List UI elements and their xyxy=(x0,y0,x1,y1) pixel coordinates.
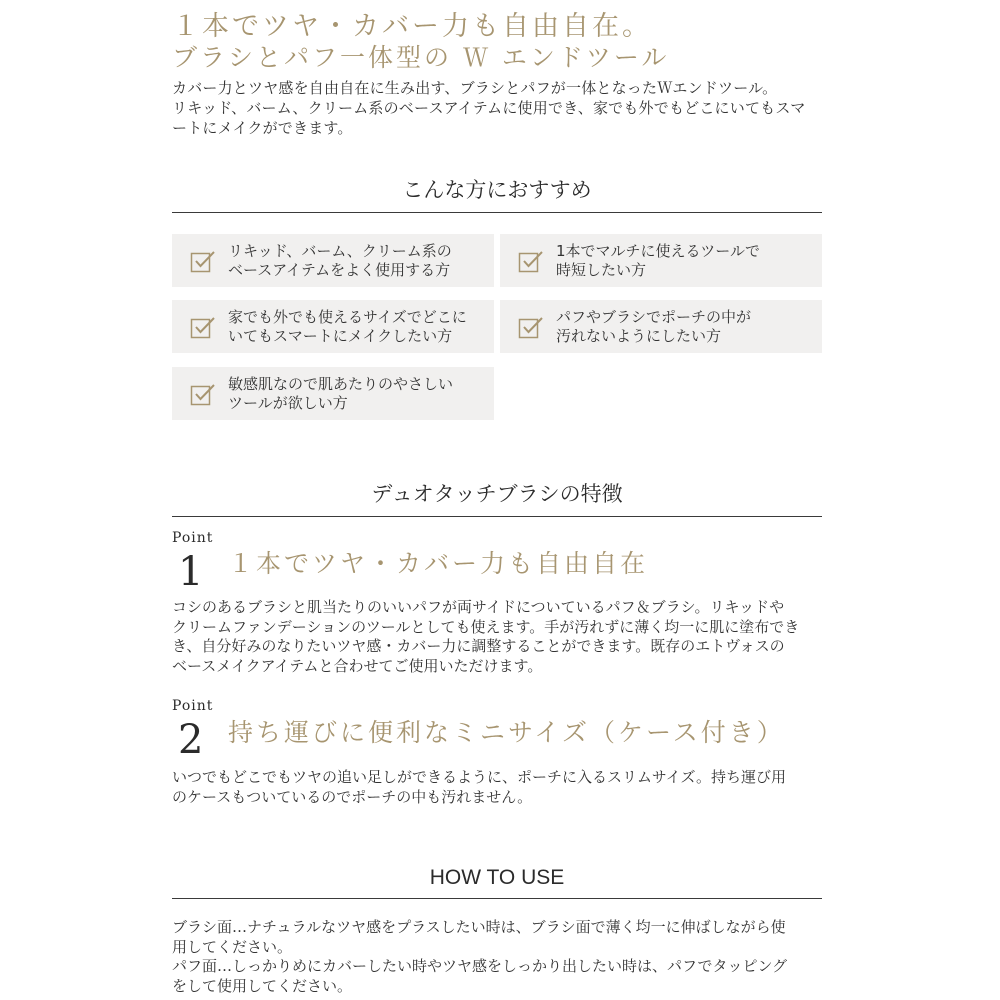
description-line: き、自分好みのなりたいツヤ感・カバー力に調整することができます。既存のエトヴォスの xyxy=(172,637,785,655)
recommend-line: 時短したい方 xyxy=(556,260,647,279)
checkbox-check-icon xyxy=(190,249,216,273)
how-to-line: をして使用してください。 xyxy=(172,976,353,995)
checkbox-check-icon xyxy=(190,315,216,339)
description-line: クリームファンデーションのツールとしても使えます。手が汚れずに薄く均一に肌に塗布でき xyxy=(172,617,800,636)
checkbox-check-icon xyxy=(190,382,216,406)
recommend-line: パフやブラシでポーチの中が xyxy=(556,307,752,326)
recommend-line: いてもスマートにメイクしたい方 xyxy=(228,326,453,345)
recommend-item xyxy=(172,300,494,353)
description-line: ベースメイクアイテムと合わせてご使用いただけます。 xyxy=(172,656,543,675)
recommend-item xyxy=(172,367,494,420)
recommend-item-text xyxy=(556,242,760,280)
point-description xyxy=(172,598,832,676)
intro-line: カバー力とツヤ感を自由自在に生み出す、ブラシとパフが一体となったＷエンドツール。 xyxy=(172,79,778,97)
checkbox-check-icon xyxy=(518,249,544,273)
checkbox-check-icon xyxy=(518,315,544,339)
recommend-line: 汚れないようにしたい方 xyxy=(556,326,722,345)
how-to-use-text xyxy=(172,918,832,996)
point-number: 2 xyxy=(178,717,204,763)
recommend-heading: こんな方におすすめ xyxy=(172,174,822,213)
description-line: いつでもどこでもツヤの追い足しができるように、ポーチに入るスリムサイズ。持ち運び用 xyxy=(172,768,786,786)
recommend-item-text xyxy=(228,308,467,346)
description-line: のケースもついているのでポーチの中も汚れません。 xyxy=(172,787,533,806)
recommend-line: ツールが欲しい方 xyxy=(228,393,348,412)
recommend-item xyxy=(500,234,822,287)
point-title: １本でツヤ・カバー力も自由自在 xyxy=(228,549,649,578)
main-title-line1: １本でツヤ・カバー力も自由自在。 xyxy=(172,11,652,42)
features-heading: デュオタッチブラシの特徴 xyxy=(172,478,822,517)
description-line: コシのあるブラシと肌当たりのいいパフが両サイドについているパフ＆ブラシ。リキッドや xyxy=(172,598,785,616)
intro-text xyxy=(172,78,832,138)
recommend-line: 敏感肌なので肌あたりのやさしい xyxy=(228,374,454,393)
how-to-line: パフ面…しっかりめにカバーしたい時やツヤ感をしっかり出したい時は、パフでタッピング xyxy=(172,957,788,975)
point-title: 持ち運びに便利なミニサイズ（ケース付き） xyxy=(228,718,785,747)
how-to-use-heading: HOW TO USE xyxy=(172,866,822,899)
how-to-line: 用してください。 xyxy=(172,937,293,956)
recommend-line: ベースアイテムをよく使用する方 xyxy=(228,260,451,279)
recommend-item-text xyxy=(556,308,751,346)
recommend-item-text xyxy=(228,242,452,280)
main-title-line2: ブラシとパフ一体型の Ｗ エンドツール xyxy=(172,43,670,72)
intro-line: リキッド、バーム、クリーム系のベースアイテムに使用でき、家でも外でもどこにいてもスマ xyxy=(172,99,806,117)
point-label: Point xyxy=(172,698,214,714)
intro-line: ートにメイクができます。 xyxy=(172,119,353,137)
how-to-line: ブラシ面…ナチュラルなツヤ感をプラスしたい時は、ブラシ面で薄く均一に伸ばしながら使 xyxy=(172,918,786,936)
point-number: 1 xyxy=(178,549,204,595)
recommend-item-text xyxy=(228,375,453,413)
point-description xyxy=(172,768,832,807)
point-label: Point xyxy=(172,530,214,546)
recommend-line: リキッド、バーム、クリーム系の xyxy=(228,241,452,260)
recommend-item xyxy=(172,234,494,287)
recommend-line: 1本でマルチに使えるツールで xyxy=(556,241,760,260)
recommend-line: 家でも外でも使えるサイズでどこに xyxy=(228,307,467,326)
recommend-item xyxy=(500,300,822,353)
